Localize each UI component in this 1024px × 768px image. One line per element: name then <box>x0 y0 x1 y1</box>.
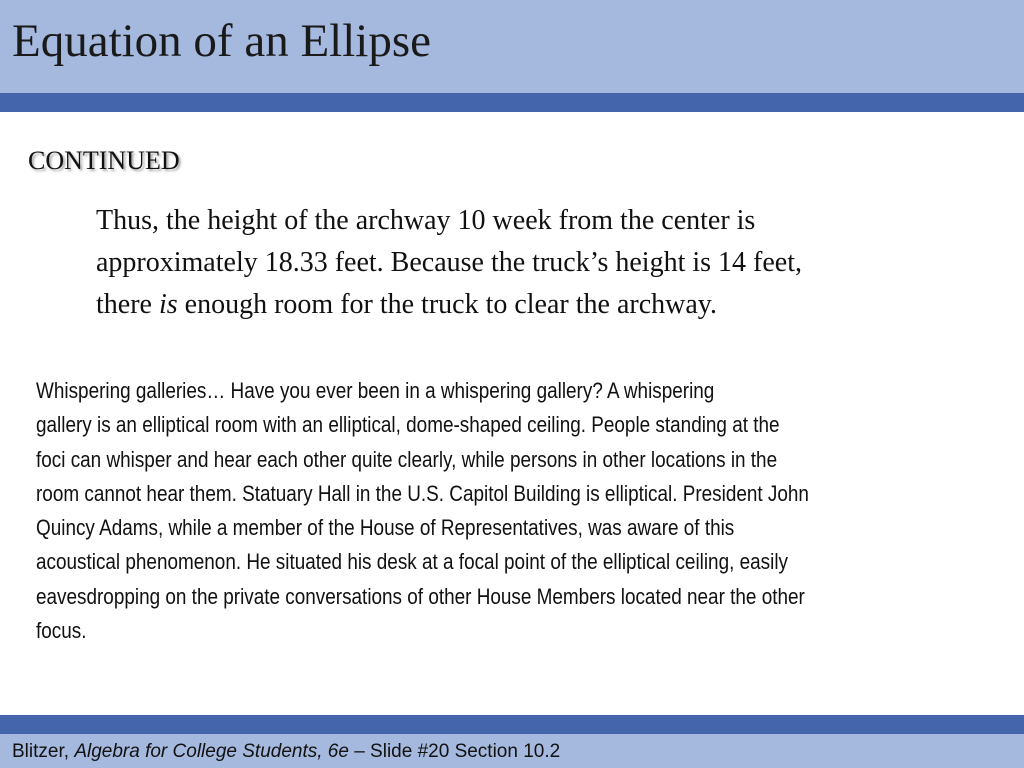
emphasis-text: is <box>158 289 178 320</box>
footer-citation <box>12 742 560 763</box>
conclusion-text: there <box>96 289 159 320</box>
paragraph-line: acoustical phenomenon. He situated his desk at a focal point of the elliptical ceiling, easily <box>36 549 788 575</box>
paragraph-line: eavesdropping on the private conversations of other House Members located near the other <box>36 583 805 609</box>
footer-book-title: Algebra for College Students, 6e <box>74 741 349 762</box>
conclusion-line: Thus, the height of the archway 10 week from the center is <box>96 205 756 236</box>
title-rule <box>0 93 1024 112</box>
paragraph-line: foci can whisper and hear each other quite clearly, while persons in other locations in the <box>36 446 778 472</box>
paragraph-line: focus. <box>36 618 87 644</box>
paragraph-line: Whispering galleries… Have you ever been in a whispering gallery? A whispering <box>36 378 715 403</box>
footer-rule <box>0 715 1024 734</box>
slide-title: Equation of an Ellipse <box>12 15 431 67</box>
conclusion-line <box>96 284 996 326</box>
paragraph-line: Quincy Adams, while a member of the House of Representatives, was aware of this <box>36 515 735 541</box>
conclusion-line: approximately 18.33 feet. Because the truck’s height is 14 feet, <box>96 247 803 278</box>
whispering-gallery-paragraph <box>36 374 870 648</box>
conclusion-paragraph <box>96 200 996 326</box>
paragraph-line: gallery is an elliptical room with an elliptical, dome-shaped ceiling. People standing at the <box>36 412 780 438</box>
conclusion-text: enough room for the truck to clear the archway. <box>177 289 717 320</box>
paragraph-line: room cannot hear them. Statuary Hall in the U.S. Capitol Building is elliptical. President John <box>36 480 809 506</box>
footer-author: Blitzer, <box>12 741 75 762</box>
continued-heading: CONTINUED <box>28 146 180 175</box>
footer-slide-info: – Slide #20 Section 10.2 <box>348 741 561 762</box>
